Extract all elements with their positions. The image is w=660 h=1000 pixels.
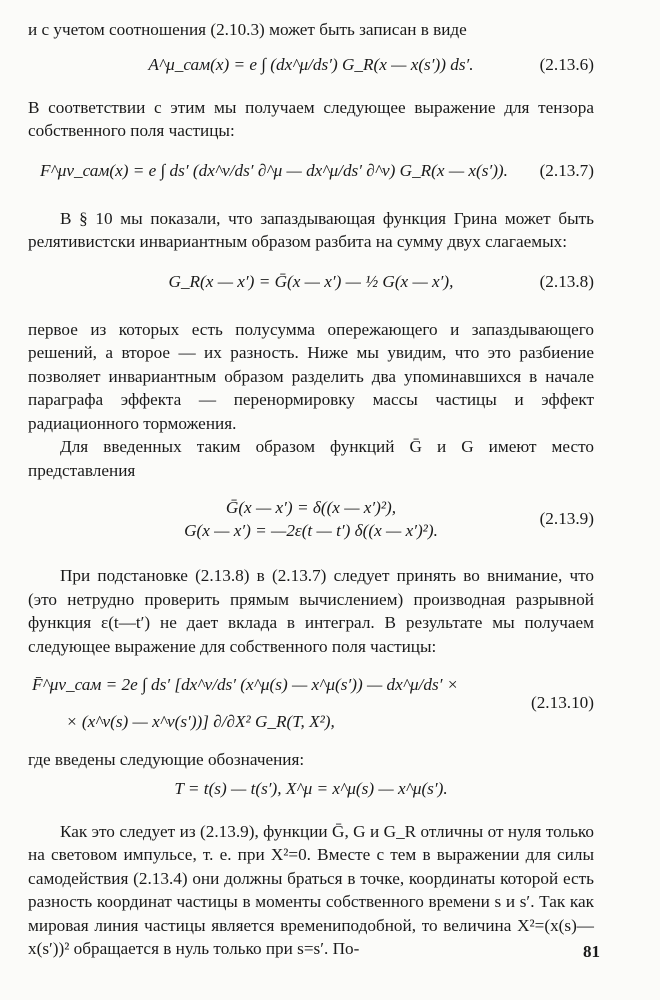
equation-body: T = t(s) — t(s′), X^μ = x^μ(s) — x^μ(s′). (174, 778, 448, 798)
equation-line-2: G(x — x′) = —2ε(t — t′) δ((x — x′)²). (184, 521, 438, 540)
equation-definitions (28, 772, 594, 806)
paragraph-3: В § 10 мы показали, что запаздывающая функция Грина может быть релятивистски инвариантным образом разбита на сумму двух слагаемых: (28, 208, 594, 251)
equation-line-1: Ḡ(x — x′) = δ((x — x′)²), (225, 497, 397, 517)
paragraph-7: где введены следующие обозначения: (28, 750, 305, 769)
paragraph-4: первое из которых есть полусумма опережающего и запаздывающего решений, а второе — их разность. Ниже мы увидим, что это разбиение позволяет инвариантным образом разделить два упоминавшихся в начале параграфа эффекта — перенормировку массы частицы и эффект радиационного торможения. (28, 319, 594, 433)
equation-2-13-10 (28, 658, 594, 748)
page-number: 81 (583, 942, 600, 961)
equation-number: (2.13.6) (539, 54, 594, 74)
equation-2-13-8 (28, 254, 594, 310)
paragraph-2: В соответствии с этим мы получаем следующее выражение для тензора собственного поля частицы: (28, 97, 594, 140)
paragraph-8: Как это следует из (2.13.9), функции Ḡ, G и G_R отличны от нуля только на световом импульсе, т. е. при X²=0. Вместе с тем в выражении для силы самодействия (2.13.4) они должны браться в точке, координаты которой есть разность координат частицы в моменты собственного времени s и s′. Так как мировая линия частицы является времениподобной, то величина X²=(x(s)—x(s′))² обращается в нуль только при s=s′. По- (28, 821, 594, 958)
equation-2-13-6 (28, 42, 594, 88)
equation-number: (2.13.7) (539, 160, 594, 180)
paragraph-5: Для введенных таким образом функций Ḡ и G имеют место представления (28, 437, 594, 480)
paragraph-1: и с учетом соотношения (2.10.3) может быть записан в виде (28, 20, 467, 39)
equation-2-13-7 (28, 143, 594, 199)
equation-number: (2.13.10) (530, 693, 594, 713)
equation-body: F^μν_сам(x) = e ∫ ds′ (dx^ν/ds′ ∂^μ — dx^μ/ds′ ∂^ν) G_R(x — x(s′)). (40, 160, 508, 180)
equation-2-13-9 (28, 482, 594, 556)
equation-number: (2.13.8) (539, 271, 594, 291)
equation-number: (2.13.9) (539, 509, 594, 529)
equation-line-2: × (x^ν(s) — x^ν(s′))] ∂/∂X² G_R(T, X²), (66, 712, 335, 731)
paragraph-6: При подстановке (2.13.8) в (2.13.7) следует принять во внимание, что (это нетрудно проверить прямым вычислением) производная разрывной функция ε(t—t′) не дает вклада в интеграл. В результате мы получаем следующее выражение для собственного поля частицы: (28, 566, 594, 656)
equation-body: A^μ_сам(x) = e ∫ (dx^μ/ds′) G_R(x — x(s′)) ds′. (148, 54, 474, 74)
equation-line-1: F̄^μν_сам = 2e ∫ ds′ [dx^ν/ds′ (x^μ(s) — x^μ(s′)) — dx^μ/ds′ × (32, 674, 459, 694)
page-content (28, 18, 594, 961)
equation-body: G_R(x — x′) = Ḡ(x — x′) — ½ G(x — x′), (168, 271, 454, 291)
